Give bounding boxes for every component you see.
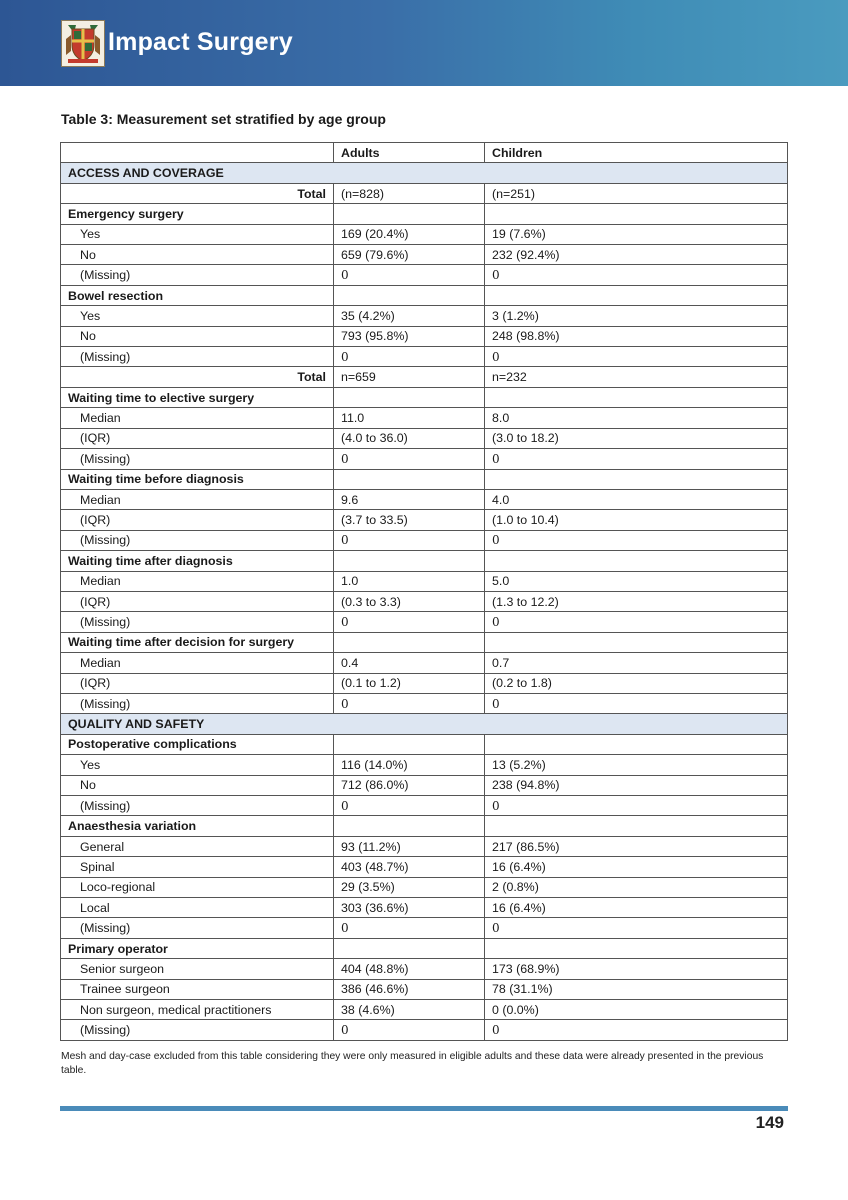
adults-value: 0 bbox=[334, 265, 485, 285]
total-row bbox=[61, 367, 788, 387]
table-header-row bbox=[61, 143, 788, 163]
children-value: 0.7 bbox=[485, 653, 788, 673]
table-row bbox=[61, 530, 788, 550]
row-label: (Missing) bbox=[61, 530, 334, 550]
adults-value: 712 (86.0%) bbox=[334, 775, 485, 795]
adults-value: 0 bbox=[334, 796, 485, 816]
table-row bbox=[61, 347, 788, 367]
group-row bbox=[61, 387, 788, 407]
page-number: 149 bbox=[755, 1113, 784, 1132]
adults-value: n=659 bbox=[334, 367, 485, 387]
adults-value: 386 (46.6%) bbox=[334, 979, 485, 999]
table-row bbox=[61, 959, 788, 979]
adults-value: 0 bbox=[334, 693, 485, 713]
table-row bbox=[61, 428, 788, 448]
row-label: Non surgeon, medical practitioners bbox=[61, 1000, 334, 1020]
adults-value: 35 (4.2%) bbox=[334, 306, 485, 326]
row-label: No bbox=[61, 775, 334, 795]
adults-value bbox=[334, 387, 485, 407]
children-value: 0 bbox=[485, 1020, 788, 1040]
header-cell-adults: Adults bbox=[334, 143, 485, 163]
row-label: Primary operator bbox=[61, 938, 334, 958]
adults-value: 169 (20.4%) bbox=[334, 224, 485, 244]
adults-value bbox=[334, 285, 485, 305]
row-label: Postoperative complications bbox=[61, 734, 334, 754]
adults-value: 116 (14.0%) bbox=[334, 755, 485, 775]
table-row bbox=[61, 775, 788, 795]
header-cell-label bbox=[61, 143, 334, 163]
children-value bbox=[485, 816, 788, 836]
table-footnote: Mesh and day-case excluded from this table considering they were only measured in eligible adults and these data were already presented in the previous table. bbox=[61, 1051, 764, 1076]
group-row bbox=[61, 204, 788, 224]
adults-value: 0 bbox=[334, 612, 485, 632]
adults-value: 403 (48.7%) bbox=[334, 857, 485, 877]
children-value: (1.0 to 10.4) bbox=[485, 510, 788, 530]
adults-value: 0 bbox=[334, 918, 485, 938]
row-label: Waiting time to elective surgery bbox=[61, 387, 334, 407]
children-value: 19 (7.6%) bbox=[485, 224, 788, 244]
adults-value: 0 bbox=[334, 530, 485, 550]
table-row bbox=[61, 979, 788, 999]
adults-value: (0.1 to 1.2) bbox=[334, 673, 485, 693]
table-row bbox=[61, 224, 788, 244]
table-row bbox=[61, 612, 788, 632]
adults-value bbox=[334, 469, 485, 489]
row-label: Spinal bbox=[61, 857, 334, 877]
group-row bbox=[61, 469, 788, 489]
adults-value: 0.4 bbox=[334, 653, 485, 673]
row-label: Yes bbox=[61, 755, 334, 775]
row-label: Median bbox=[61, 571, 334, 591]
adults-value: 303 (36.6%) bbox=[334, 898, 485, 918]
row-label: Total bbox=[61, 367, 334, 387]
adults-value bbox=[334, 204, 485, 224]
adults-value: 93 (11.2%) bbox=[334, 836, 485, 856]
row-label: (IQR) bbox=[61, 591, 334, 611]
children-value: 0 bbox=[485, 265, 788, 285]
total-row bbox=[61, 183, 788, 203]
row-label: (IQR) bbox=[61, 428, 334, 448]
table-row bbox=[61, 877, 788, 897]
row-label: (Missing) bbox=[61, 796, 334, 816]
row-label: Yes bbox=[61, 306, 334, 326]
row-label: Median bbox=[61, 653, 334, 673]
children-value: 16 (6.4%) bbox=[485, 898, 788, 918]
children-value bbox=[485, 285, 788, 305]
group-row bbox=[61, 285, 788, 305]
table-row bbox=[61, 408, 788, 428]
row-label: (IQR) bbox=[61, 673, 334, 693]
group-row bbox=[61, 551, 788, 571]
children-value: 2 (0.8%) bbox=[485, 877, 788, 897]
adults-value bbox=[334, 938, 485, 958]
children-value bbox=[485, 734, 788, 754]
row-label: Waiting time after diagnosis bbox=[61, 551, 334, 571]
row-label: (Missing) bbox=[61, 693, 334, 713]
adults-value: (n=828) bbox=[334, 183, 485, 203]
group-row bbox=[61, 938, 788, 958]
table-row bbox=[61, 591, 788, 611]
adults-value: (0.3 to 3.3) bbox=[334, 591, 485, 611]
row-label: Anaesthesia variation bbox=[61, 816, 334, 836]
children-value: n=232 bbox=[485, 367, 788, 387]
measurement-table bbox=[60, 142, 788, 1041]
adults-value: 404 (48.8%) bbox=[334, 959, 485, 979]
page-header bbox=[0, 0, 848, 86]
section-label: ACCESS AND COVERAGE bbox=[61, 163, 788, 183]
brand-title: Impact Surgery bbox=[108, 28, 293, 56]
header-cell-children: Children bbox=[485, 143, 788, 163]
row-label: No bbox=[61, 326, 334, 346]
row-label: Senior surgeon bbox=[61, 959, 334, 979]
children-value: 0 bbox=[485, 530, 788, 550]
children-value: 8.0 bbox=[485, 408, 788, 428]
children-value: 0 bbox=[485, 347, 788, 367]
children-value: 4.0 bbox=[485, 489, 788, 509]
children-value: 0 bbox=[485, 918, 788, 938]
row-label: Median bbox=[61, 408, 334, 428]
group-row bbox=[61, 632, 788, 652]
children-value: 0 (0.0%) bbox=[485, 1000, 788, 1020]
children-value bbox=[485, 551, 788, 571]
children-value: 0 bbox=[485, 796, 788, 816]
adults-value: (3.7 to 33.5) bbox=[334, 510, 485, 530]
row-label: Emergency surgery bbox=[61, 204, 334, 224]
adults-value: 0 bbox=[334, 1020, 485, 1040]
adults-value: 659 (79.6%) bbox=[334, 245, 485, 265]
children-value: 0 bbox=[485, 612, 788, 632]
children-value: 13 (5.2%) bbox=[485, 755, 788, 775]
children-value bbox=[485, 938, 788, 958]
section-row bbox=[61, 714, 788, 734]
children-value: 238 (94.8%) bbox=[485, 775, 788, 795]
table-row bbox=[61, 918, 788, 938]
table-row bbox=[61, 755, 788, 775]
group-row bbox=[61, 816, 788, 836]
adults-value: 1.0 bbox=[334, 571, 485, 591]
footer-rule bbox=[60, 1106, 788, 1111]
adults-value: 38 (4.6%) bbox=[334, 1000, 485, 1020]
row-label: (Missing) bbox=[61, 918, 334, 938]
coat-of-arms-icon bbox=[61, 20, 105, 67]
adults-value bbox=[334, 816, 485, 836]
table-row bbox=[61, 653, 788, 673]
table-row bbox=[61, 326, 788, 346]
table-row bbox=[61, 510, 788, 530]
adults-value: (4.0 to 36.0) bbox=[334, 428, 485, 448]
children-value bbox=[485, 204, 788, 224]
children-value bbox=[485, 387, 788, 407]
table-row bbox=[61, 489, 788, 509]
children-value: 78 (31.1%) bbox=[485, 979, 788, 999]
adults-value: 793 (95.8%) bbox=[334, 326, 485, 346]
table-row bbox=[61, 898, 788, 918]
group-row bbox=[61, 734, 788, 754]
table-row bbox=[61, 693, 788, 713]
table-row bbox=[61, 836, 788, 856]
adults-value: 9.6 bbox=[334, 489, 485, 509]
row-label: (Missing) bbox=[61, 265, 334, 285]
row-label: Waiting time before diagnosis bbox=[61, 469, 334, 489]
table-row bbox=[61, 306, 788, 326]
row-label: (Missing) bbox=[61, 449, 334, 469]
adults-value bbox=[334, 632, 485, 652]
children-value: 248 (98.8%) bbox=[485, 326, 788, 346]
children-value: 5.0 bbox=[485, 571, 788, 591]
section-label: QUALITY AND SAFETY bbox=[61, 714, 788, 734]
table-row bbox=[61, 857, 788, 877]
table-row bbox=[61, 673, 788, 693]
row-label: Waiting time after decision for surgery bbox=[61, 632, 334, 652]
table-row bbox=[61, 449, 788, 469]
children-value: (1.3 to 12.2) bbox=[485, 591, 788, 611]
children-value: (0.2 to 1.8) bbox=[485, 673, 788, 693]
adults-value: 29 (3.5%) bbox=[334, 877, 485, 897]
row-label: General bbox=[61, 836, 334, 856]
children-value: 3 (1.2%) bbox=[485, 306, 788, 326]
adults-value bbox=[334, 734, 485, 754]
table-row bbox=[61, 1020, 788, 1040]
children-value: 16 (6.4%) bbox=[485, 857, 788, 877]
row-label: (Missing) bbox=[61, 1020, 334, 1040]
row-label: Loco-regional bbox=[61, 877, 334, 897]
adults-value: 11.0 bbox=[334, 408, 485, 428]
table-caption: Table 3: Measurement set stratified by age group bbox=[61, 111, 386, 127]
row-label: Yes bbox=[61, 224, 334, 244]
table-row bbox=[61, 571, 788, 591]
children-value: (n=251) bbox=[485, 183, 788, 203]
children-value: 232 (92.4%) bbox=[485, 245, 788, 265]
adults-value: 0 bbox=[334, 347, 485, 367]
table-row bbox=[61, 796, 788, 816]
children-value: (3.0 to 18.2) bbox=[485, 428, 788, 448]
row-label: Trainee surgeon bbox=[61, 979, 334, 999]
adults-value: 0 bbox=[334, 449, 485, 469]
table-row bbox=[61, 265, 788, 285]
table-row bbox=[61, 245, 788, 265]
children-value: 0 bbox=[485, 693, 788, 713]
children-value bbox=[485, 469, 788, 489]
children-value: 173 (68.9%) bbox=[485, 959, 788, 979]
table-row bbox=[61, 1000, 788, 1020]
children-value: 217 (86.5%) bbox=[485, 836, 788, 856]
section-row bbox=[61, 163, 788, 183]
row-label: Total bbox=[61, 183, 334, 203]
row-label: No bbox=[61, 245, 334, 265]
row-label: Bowel resection bbox=[61, 285, 334, 305]
row-label: (Missing) bbox=[61, 347, 334, 367]
adults-value bbox=[334, 551, 485, 571]
row-label: Local bbox=[61, 898, 334, 918]
row-label: (Missing) bbox=[61, 612, 334, 632]
row-label: Median bbox=[61, 489, 334, 509]
children-value: 0 bbox=[485, 449, 788, 469]
row-label: (IQR) bbox=[61, 510, 334, 530]
children-value bbox=[485, 632, 788, 652]
